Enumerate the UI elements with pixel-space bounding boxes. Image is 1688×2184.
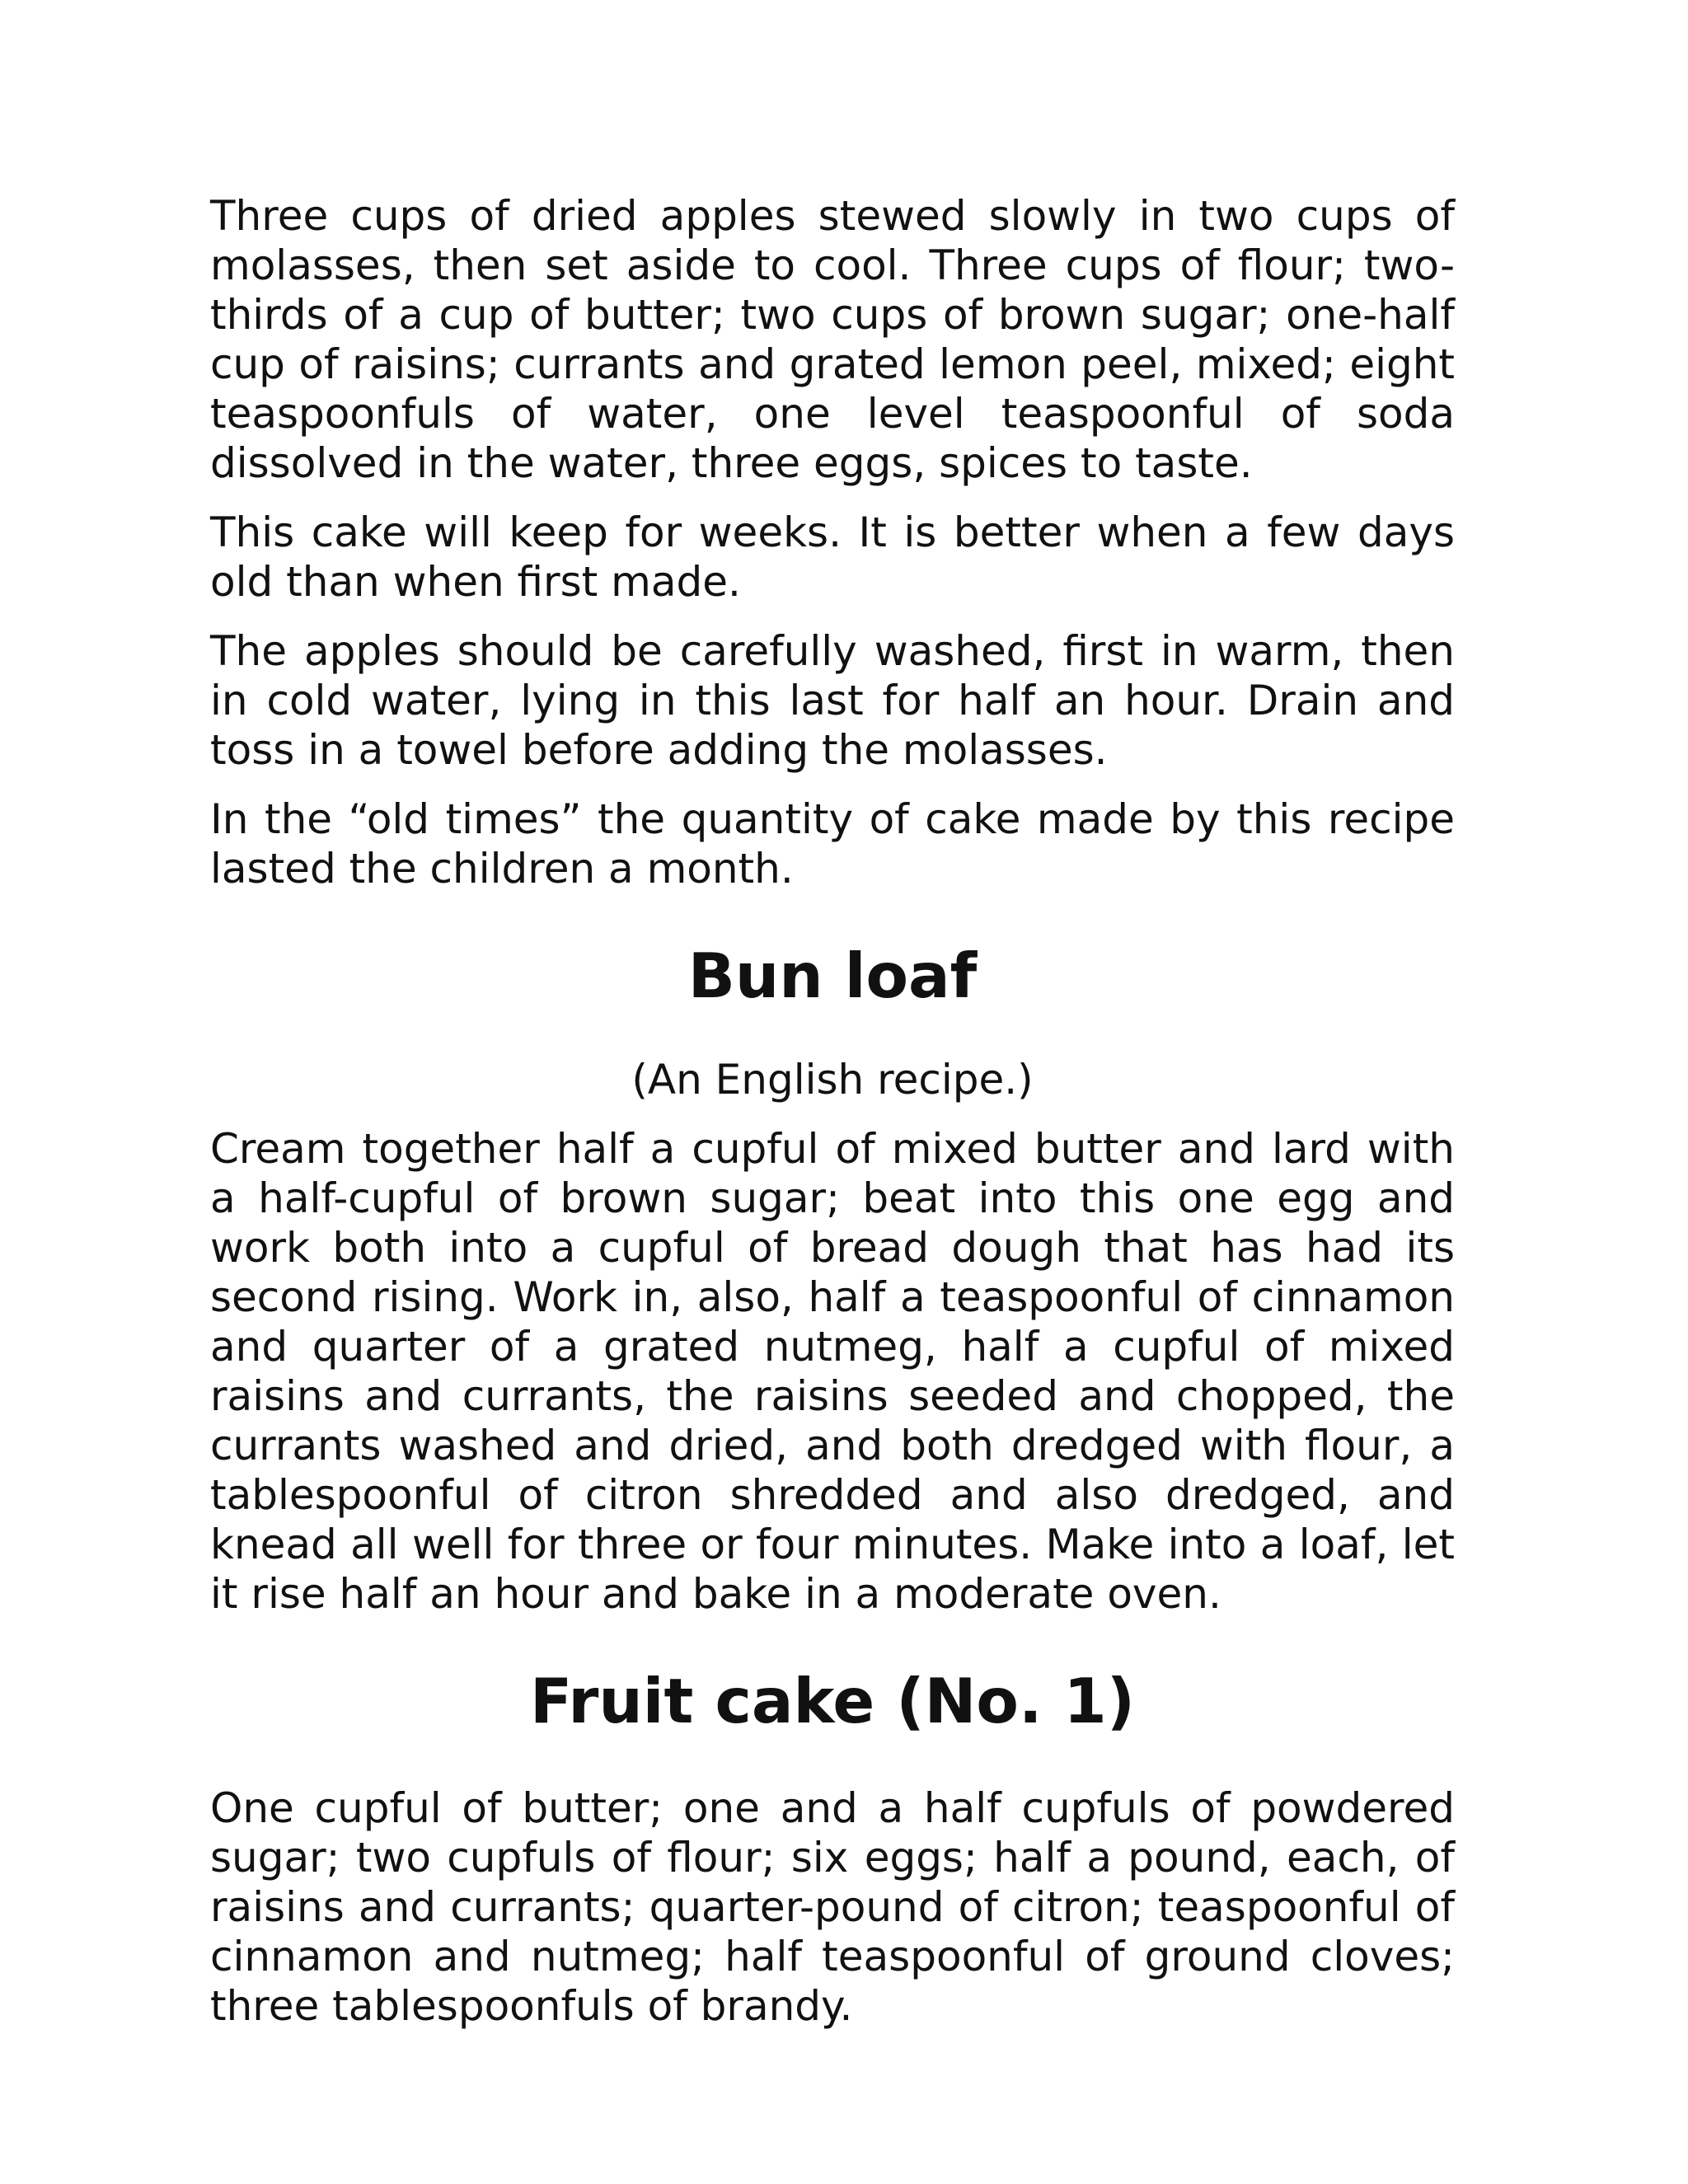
section-heading-bun-loaf: Bun loaf: [687, 940, 978, 1012]
section-subheading: (An English recipe.): [631, 1056, 1034, 1104]
recipe-paragraph: One cupful of butter; one and a half cupfuls of powdered sugar; two cupfuls of flour; six eggs; half a pound, each, of raisins and currants; quarter-pound of citron; teaspoonful of cinnamon and nutmeg; half teaspoonful of ground cloves; three tablespoonfuls of brandy.: [210, 1784, 1455, 2030]
recipe-page: [210, 191, 1455, 2050]
recipe-paragraph: Cream together half a cupful of mixed butter and lard with a half-cupful of brown sugar; beat into this one egg and work both into a cupful of bread dough that has had its second rising. Work in, also, half a teaspoonful of cinnamon and quarter of a grated nutmeg, half a cupful of mixed raisins and currants, the raisins seeded and chopped, the currants washed and dried, and both dredged with flour, a tablespoonful of citron shredded and also dredged, and knead all well for three or four minutes. Make into a loaf, let it rise half an hour and bake in a moderate oven.: [210, 1125, 1455, 1618]
recipe-paragraph: In the “old times” the quantity of cake made by this recipe lasted the children a month.: [210, 795, 1455, 893]
section-heading-fruit-cake: Fruit cake (No. 1): [529, 1665, 1136, 1737]
recipe-paragraph: The apples should be carefully washed, first in warm, then in cold water, lying in this last for half an hour. Drain and toss in a towel before adding the molasses.: [210, 627, 1455, 774]
recipe-paragraph: This cake will keep for weeks. It is better when a few days old than when first made.: [210, 509, 1455, 606]
recipe-paragraph: Three cups of dried apples stewed slowly in two cups of molasses, then set aside to cool. Three cups of flour; two-thirds of a cup of butter; two cups of brown sugar; one-half cup of raisins; currants and grated lemon peel, mixed; eight teaspoonfuls of water, one level teaspoonful of soda dissolved in the water, three eggs, spices to taste.: [210, 192, 1455, 487]
